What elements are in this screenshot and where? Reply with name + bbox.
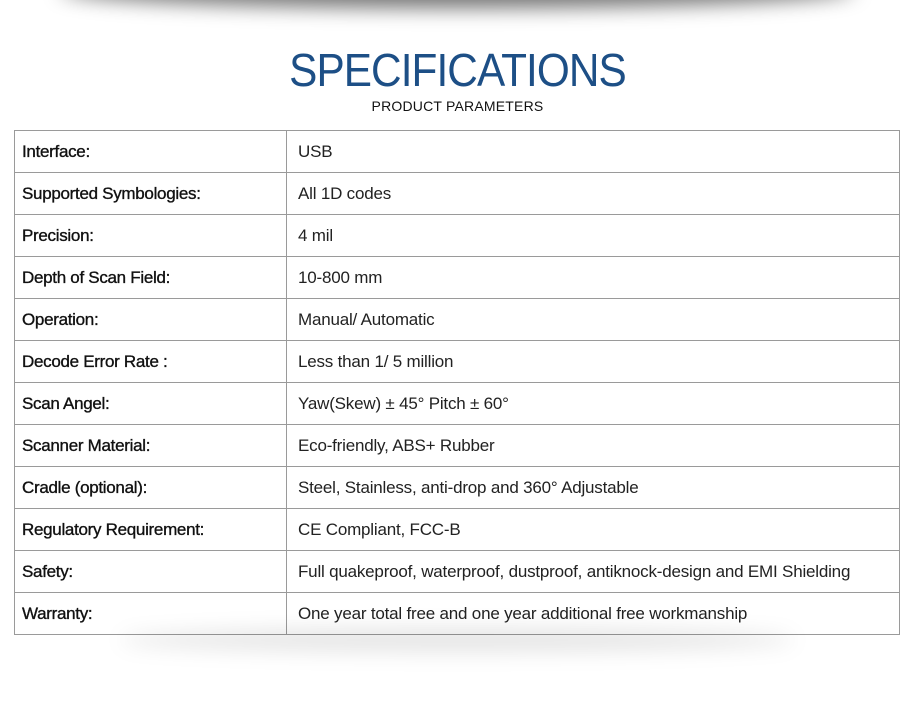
- table-row: [15, 509, 900, 551]
- spec-label: Supported Symbologies:: [15, 173, 287, 215]
- spec-value: Manual/ Automatic: [287, 299, 900, 341]
- specifications-table: [14, 130, 900, 635]
- table-row: [15, 215, 900, 257]
- spec-value: Eco-friendly, ABS+ Rubber: [287, 425, 900, 467]
- spec-value: One year total free and one year additional free workmanship: [287, 593, 900, 635]
- spec-label: Warranty:: [15, 593, 287, 635]
- table-row: [15, 551, 900, 593]
- spec-value: Yaw(Skew) ± 45° Pitch ± 60°: [287, 383, 900, 425]
- spec-value: Steel, Stainless, anti-drop and 360° Adjustable: [287, 467, 900, 509]
- spec-label: Safety:: [15, 551, 287, 593]
- table-row: [15, 131, 900, 173]
- table-row: [15, 383, 900, 425]
- table-row: [15, 299, 900, 341]
- spec-value: Less than 1/ 5 million: [287, 341, 900, 383]
- spec-value: 10-800 mm: [287, 257, 900, 299]
- table-row: [15, 467, 900, 509]
- spec-label: Regulatory Requirement:: [15, 509, 287, 551]
- spec-label: Scanner Material:: [15, 425, 287, 467]
- table-row: [15, 425, 900, 467]
- page-title: SPECIFICATIONS: [289, 44, 626, 96]
- spec-label: Operation:: [15, 299, 287, 341]
- bottom-shadow-decoration: [120, 628, 795, 652]
- spec-value: All 1D codes: [287, 173, 900, 215]
- spec-label: Cradle (optional):: [15, 467, 287, 509]
- page-subtitle: PRODUCT PARAMETERS: [371, 98, 544, 114]
- spec-value: USB: [287, 131, 900, 173]
- top-shadow-decoration: [60, 0, 855, 8]
- spec-label: Interface:: [15, 131, 287, 173]
- table-row: [15, 341, 900, 383]
- spec-value: CE Compliant, FCC-B: [287, 509, 900, 551]
- spec-value: Full quakeproof, waterproof, dustproof, antiknock-design and EMI Shielding: [287, 551, 900, 593]
- spec-label: Depth of Scan Field:: [15, 257, 287, 299]
- spec-label: Scan Angel:: [15, 383, 287, 425]
- spec-value: 4 mil: [287, 215, 900, 257]
- spec-label: Decode Error Rate :: [15, 341, 287, 383]
- table-row: [15, 257, 900, 299]
- spec-label: Precision:: [15, 215, 287, 257]
- table-row: [15, 173, 900, 215]
